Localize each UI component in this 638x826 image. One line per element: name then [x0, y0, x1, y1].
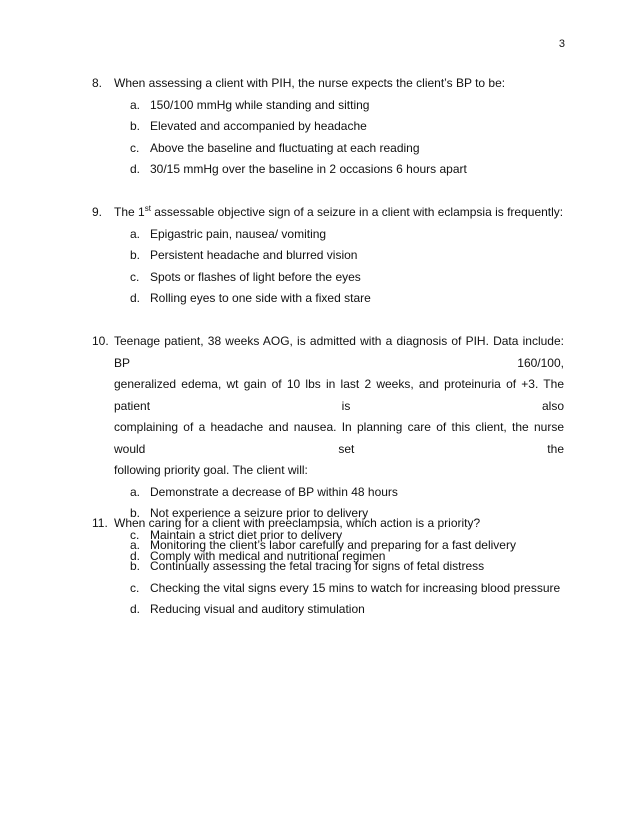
option-a: a. Monitoring the client’s labor carefully and preparing for a fast delivery [130, 537, 516, 552]
option-c: c. Above the baseline and fluctuating at each reading [130, 140, 420, 155]
option-list [92, 224, 564, 310]
question-text: When assessing a client with PIH, the nurse expects the client’s BP to be: [114, 76, 506, 90]
page-number: 3 [558, 38, 565, 50]
option-list [92, 95, 564, 181]
option-b: b. Not experience a seizure prior to delivery [130, 506, 369, 520]
option-a: a. Epigastric pain, nausea/ vomiting [130, 226, 327, 241]
option-b: b. Persistent headache and blurred vision [130, 248, 358, 262]
question-number: 8. [92, 76, 103, 90]
question-text: The 1st assessable objective sign of a seizure in a client with eclampsia is frequently: [114, 204, 564, 219]
question-number: 10. [92, 334, 109, 348]
question-11 [92, 513, 564, 621]
option-b: b. Continually assessing the fetal tracing for signs of fetal distress [130, 559, 485, 573]
question-8 [92, 73, 564, 181]
option-d: d. Reducing visual and auditory stimulation [130, 602, 365, 616]
question-text-line-4: following priority goal. The client will: [114, 463, 308, 477]
option-c: c. Checking the vital signs every 15 mins to watch for increasing blood pressure [130, 580, 561, 595]
question-text: When caring for a client with preeclampsia, which action is a priority? [114, 516, 481, 530]
option-d: d. Comply with medical and nutritional regimen [130, 549, 386, 563]
question-number: 11. [92, 516, 108, 530]
option-a: a. 150/100 mmHg while standing and sitting [130, 97, 370, 112]
question-text-line-3: complaining of a headache and nausea. In planning care of this client, the nurse would set the [114, 420, 564, 456]
option-a: a. Demonstrate a decrease of BP within 48 hours [130, 484, 398, 499]
option-list [92, 535, 564, 621]
question-9 [92, 202, 564, 310]
question-text-line-2: generalized edema, wt gain of 10 lbs in last 2 weeks, and proteinuria of +3. The patient is also [114, 377, 564, 413]
question-number: 9. [92, 205, 103, 219]
option-d: d. Rolling eyes to one side with a fixed stare [130, 291, 371, 305]
option-c: c. Spots or flashes of light before the eyes [130, 269, 361, 284]
question-text-line-1: Teenage patient, 38 weeks AOG, is admitted with a diagnosis of PIH. Data include: BP 160/100, [114, 334, 564, 370]
option-c: c. Maintain a strict diet prior to delivery [130, 527, 343, 542]
option-d: d. 30/15 mmHg over the baseline in 2 occasions 6 hours apart [130, 162, 467, 176]
option-b: b. Elevated and accompanied by headache [130, 119, 367, 133]
